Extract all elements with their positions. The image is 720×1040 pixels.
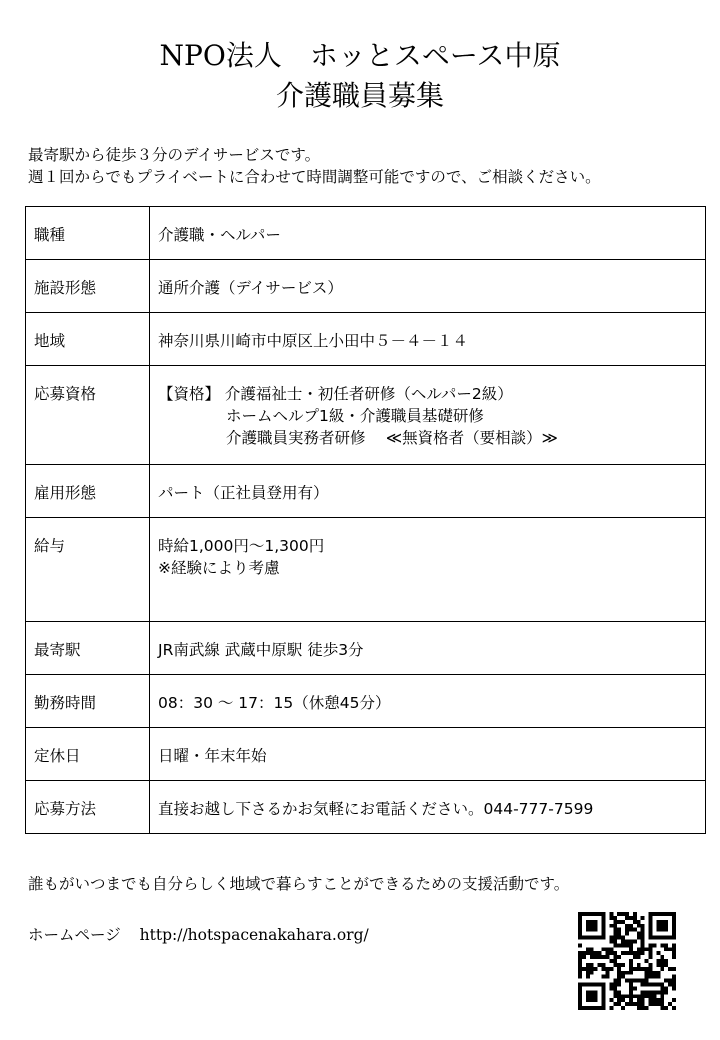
value-qualification: [150, 366, 706, 465]
label-area: 地域: [26, 313, 150, 366]
homepage-line: [28, 923, 369, 945]
page-title: 介護職員募集: [275, 79, 444, 112]
value-hours: 08：30 ～ 17：15（休憩45分）: [150, 675, 706, 728]
value-holidays: 日曜・年末年始: [150, 728, 706, 781]
label-salary: 給与: [26, 518, 150, 622]
qr-code-icon: [578, 912, 676, 1010]
label-qualification: 応募資格: [26, 366, 150, 465]
value-job-type: 介護職・ヘルパー: [150, 207, 706, 260]
value-station: JR南武線 武蔵中原駅 徒歩3分: [150, 622, 706, 675]
homepage-label: ホームページ: [28, 926, 121, 944]
label-hours: 勤務時間: [26, 675, 150, 728]
intro-line-1: 最寄駅から徒歩３分のデイサービスです。: [28, 146, 321, 164]
intro-line-2: 週１回からでもプライベートに合わせて時間調整可能ですので、ご相談ください。: [28, 168, 601, 186]
table-row-area: [26, 313, 706, 366]
table-row-apply: [26, 781, 706, 834]
job-info-table: [25, 206, 706, 834]
label-station: 最寄駅: [26, 622, 150, 675]
qualification-line-3: 介護職員実務者研修 ≪無資格者（要相談）≫: [226, 429, 558, 447]
label-employment: 雇用形態: [26, 465, 150, 518]
table-row-facility: [26, 260, 706, 313]
table-row-hours: [26, 675, 706, 728]
value-apply: 直接お越し下さるかお気軽にお電話ください。044-777-7599: [150, 781, 706, 834]
table-row-employment: [26, 465, 706, 518]
label-apply: 応募方法: [26, 781, 150, 834]
value-employment: パート（正社員登用有）: [150, 465, 706, 518]
closing-text: 誰もがいつまでも自分らしく地域で暮らすことができるための支援活動です。: [28, 875, 570, 893]
table-row-salary: [26, 518, 706, 622]
value-salary: [150, 518, 706, 622]
org-title: NPO法人 ホッとスペース中原: [159, 39, 561, 72]
table-row-qualification: [26, 366, 706, 465]
homepage-url[interactable]: http://hotspacenakahara.org/: [139, 926, 369, 944]
table-row-station: [26, 622, 706, 675]
value-facility: 通所介護（デイサービス）: [150, 260, 706, 313]
salary-line-1: 時給1,000円～1,300円: [158, 537, 325, 555]
label-facility: 施設形態: [26, 260, 150, 313]
label-holidays: 定休日: [26, 728, 150, 781]
table-row-holidays: [26, 728, 706, 781]
label-job-type: 職種: [26, 207, 150, 260]
salary-line-2: ※経験により考慮: [158, 559, 280, 577]
intro-text: [28, 144, 601, 188]
qualification-line-2: ホームヘルプ1級・介護職員基礎研修: [226, 407, 484, 425]
qualification-line-1: 【資格】 介護福祉士・初任者研修（ヘルパー2級）: [158, 385, 513, 403]
table-row-job-type: [26, 207, 706, 260]
value-area: 神奈川県川崎市中原区上小田中５－４－１４: [150, 313, 706, 366]
